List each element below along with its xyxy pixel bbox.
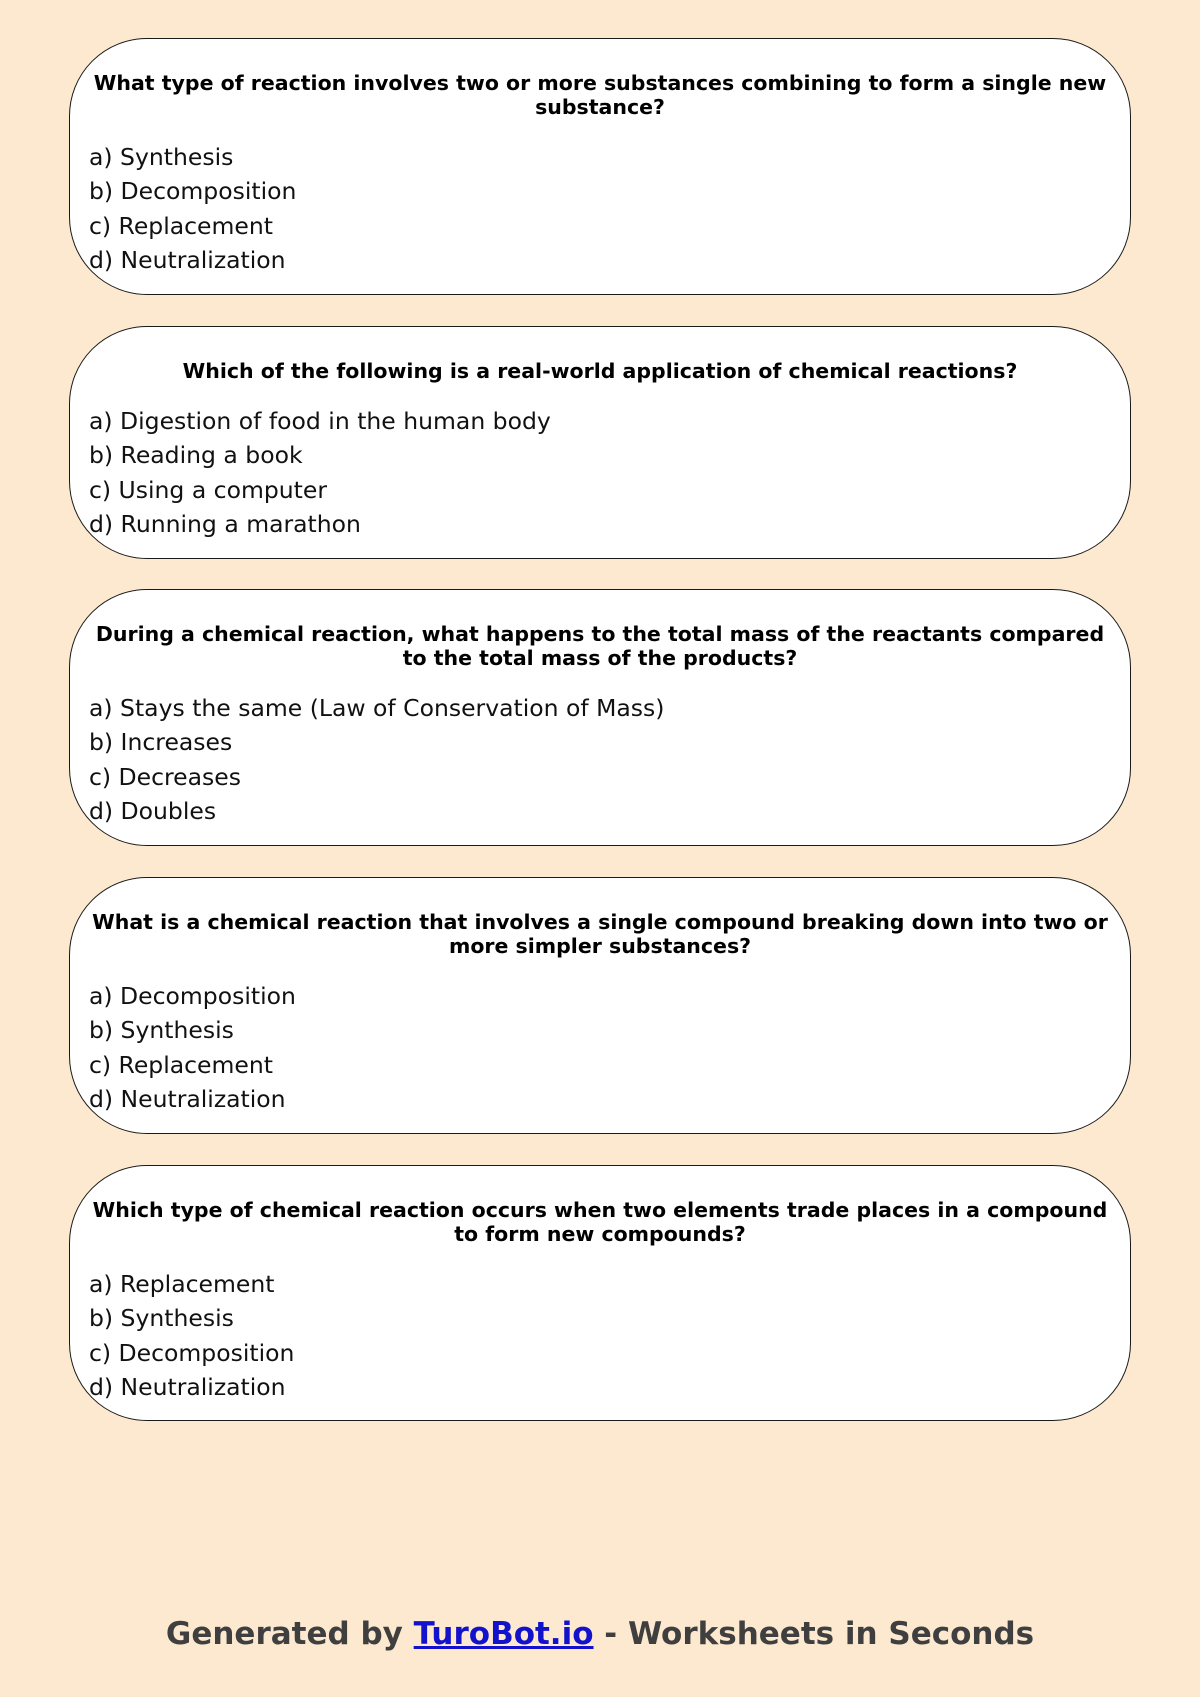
question-text: What is a chemical reaction that involves a single compound breaking down into two or more simpler substances? bbox=[92, 910, 1108, 958]
question-card-2 bbox=[69, 326, 1131, 559]
option-b: b) Synthesis bbox=[89, 1016, 234, 1045]
answer-options bbox=[89, 1267, 294, 1405]
option-d: d) Doubles bbox=[89, 797, 217, 826]
question-card-4 bbox=[69, 877, 1131, 1134]
option-d: d) Neutralization bbox=[89, 1085, 286, 1114]
option-b: b) Synthesis bbox=[89, 1304, 234, 1333]
option-d: d) Running a marathon bbox=[89, 510, 361, 539]
question-card-3 bbox=[69, 589, 1131, 846]
option-b: b) Decomposition bbox=[89, 177, 297, 206]
answer-options bbox=[89, 140, 296, 278]
option-d: d) Neutralization bbox=[89, 246, 286, 275]
option-a: a) Decomposition bbox=[89, 982, 296, 1010]
option-c: c) Replacement bbox=[89, 211, 273, 240]
question-card-1 bbox=[69, 38, 1131, 295]
question-text: Which of the following is a real-world application of chemical reactions? bbox=[182, 359, 1018, 383]
option-c: c) Decomposition bbox=[89, 1338, 295, 1367]
option-a: a) Stays the same (Law of Conservation of Mass) bbox=[89, 694, 665, 722]
option-b: b) Increases bbox=[89, 728, 233, 757]
question-text: Which type of chemical reaction occurs when two elements trade places in a compound to form new compounds? bbox=[92, 1198, 1108, 1246]
option-d: d) Neutralization bbox=[89, 1373, 286, 1402]
option-c: c) Replacement bbox=[89, 1050, 273, 1079]
answer-options bbox=[89, 691, 664, 829]
option-a: a) Synthesis bbox=[89, 143, 234, 171]
option-c: c) Using a computer bbox=[89, 475, 328, 504]
footer-suffix: - Worksheets in Seconds bbox=[593, 1616, 1035, 1652]
question-card-5 bbox=[69, 1165, 1131, 1421]
question-text: What type of reaction involves two or more substances combining to form a single new substance? bbox=[93, 71, 1107, 119]
option-c: c) Decreases bbox=[89, 762, 241, 791]
answer-options bbox=[89, 404, 551, 542]
question-text: During a chemical reaction, what happens to the total mass of the reactants compared to the total mass of the products? bbox=[95, 622, 1105, 670]
answer-options bbox=[89, 979, 296, 1117]
option-a: a) Digestion of food in the human body bbox=[89, 407, 551, 435]
option-b: b) Reading a book bbox=[89, 441, 303, 470]
footer-credit bbox=[0, 1616, 1200, 1652]
footer-prefix: Generated by bbox=[165, 1616, 414, 1652]
turobot-link[interactable]: TuroBot.io bbox=[413, 1616, 594, 1652]
option-a: a) Replacement bbox=[89, 1270, 275, 1298]
